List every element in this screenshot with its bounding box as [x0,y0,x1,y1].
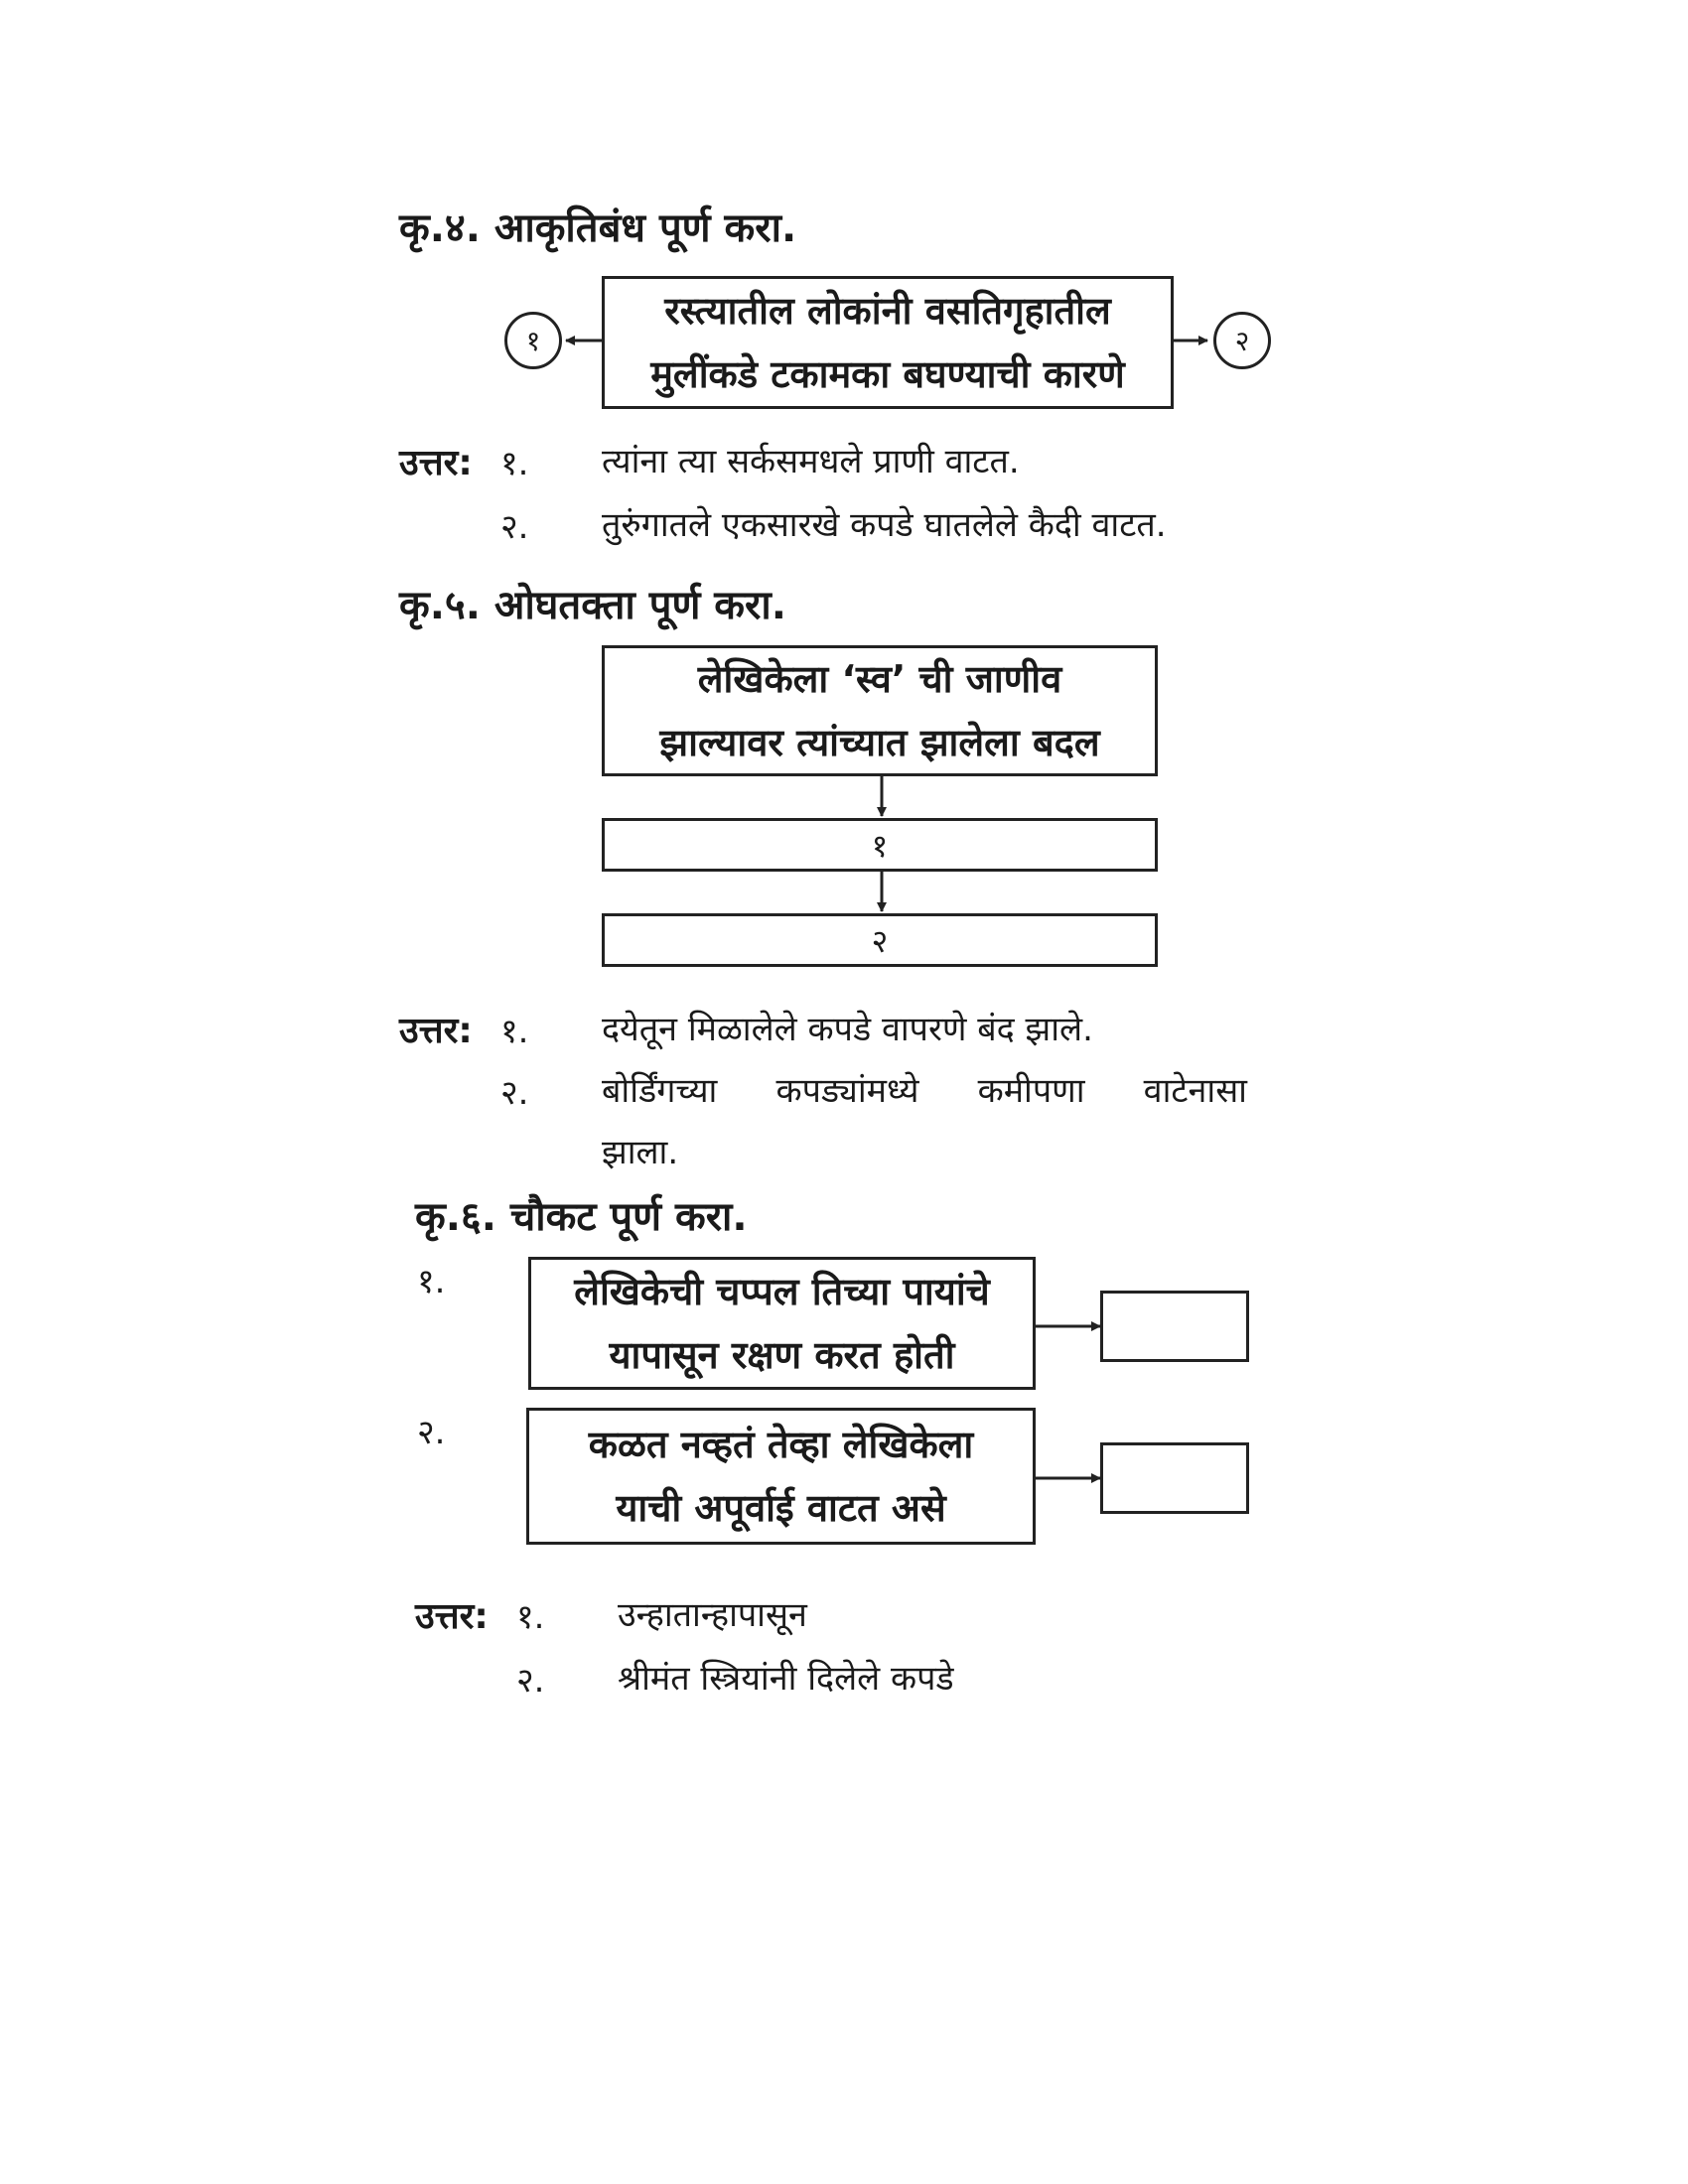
q6-heading: कृ.६. चौकट पूर्ण करा. [415,1194,748,1240]
q5-box-2 [602,913,1158,967]
q5-box-1 [602,818,1158,872]
q6-answer-1: उन्हातान्हापासून [618,1595,807,1635]
q5-answer-2-cont: झाला. [602,1133,679,1172]
q4-answer-label: उत्तर: [399,443,473,483]
q5-answer-2-num: २. [500,1073,529,1113]
q6-box-2-line-2: याची अपूर्वाई वाटत असे [616,1486,946,1530]
q5-answer-1: दयेतून मिळालेले कपडे वापरणे बंद झाले. [602,1010,1093,1049]
q6-box-2-line-1: कळत नव्हतं तेव्हा लेखिकेला [588,1423,974,1466]
q6-answer-1-num: १. [516,1597,545,1637]
q6-item-1-num: १. [417,1262,446,1301]
q6-box-1 [528,1257,1036,1390]
q4-heading: कृ.४. आकृतिबंध पूर्ण करा. [399,205,797,251]
q6-answer-2-num: २. [516,1661,545,1701]
q5-top-box-line-1: लेखिकेला ‘स्व’ ची जाणीव [697,657,1062,701]
q4-center-box-line-1: रस्त्यातील लोकांनी वसतिगृहातील [664,289,1111,333]
q6-item-2-num: २. [417,1413,446,1452]
q6-answer-2: श्रीमंत स्त्रियांनी दिलेले कपडे [618,1659,954,1699]
q6-box-1-line-2: यापासून रक्षण करत होती [609,1333,955,1377]
q5-box-2-number: २ [871,921,889,960]
q4-circle-1: १ [504,312,562,369]
q6-empty-box-2 [1100,1442,1249,1514]
q4-answer-1: त्यांना त्या सर्कसमधले प्राणी वाटत. [602,442,1020,481]
q4-center-box-line-2: मुलींकडे टकामका बघण्याची कारणे [650,352,1125,396]
q5-heading: कृ.५. ओघतक्ता पूर्ण करा. [399,583,786,628]
q6-answer-label: उत्तर: [415,1596,489,1637]
q5-box-1-number: १ [871,826,889,865]
q6-empty-box-1 [1100,1291,1249,1362]
q4-circle-2: २ [1213,312,1271,369]
q4-answer-2: तुरुंगातले एकसारखे कपडे घातलेले कैदी वाटत. [602,505,1167,545]
q5-top-box-line-2: झाल्यावर त्यांच्यात झालेला बदल [659,721,1100,764]
q6-box-1-line-1: लेखिकेची चप्पल तिच्या पायांचे [574,1270,990,1313]
q4-center-box [602,276,1174,409]
q5-answer-label: उत्तर: [399,1011,473,1051]
q4-answer-1-num: १. [500,444,529,483]
q6-box-2 [526,1408,1036,1545]
q4-answer-2-num: २. [500,507,529,547]
q5-top-box [602,645,1158,776]
q5-answer-1-num: १. [500,1012,529,1051]
q5-answer-2: बोर्डिंगच्या कपड्यांमध्ये कमीपणा वाटेनासा [602,1071,1247,1111]
